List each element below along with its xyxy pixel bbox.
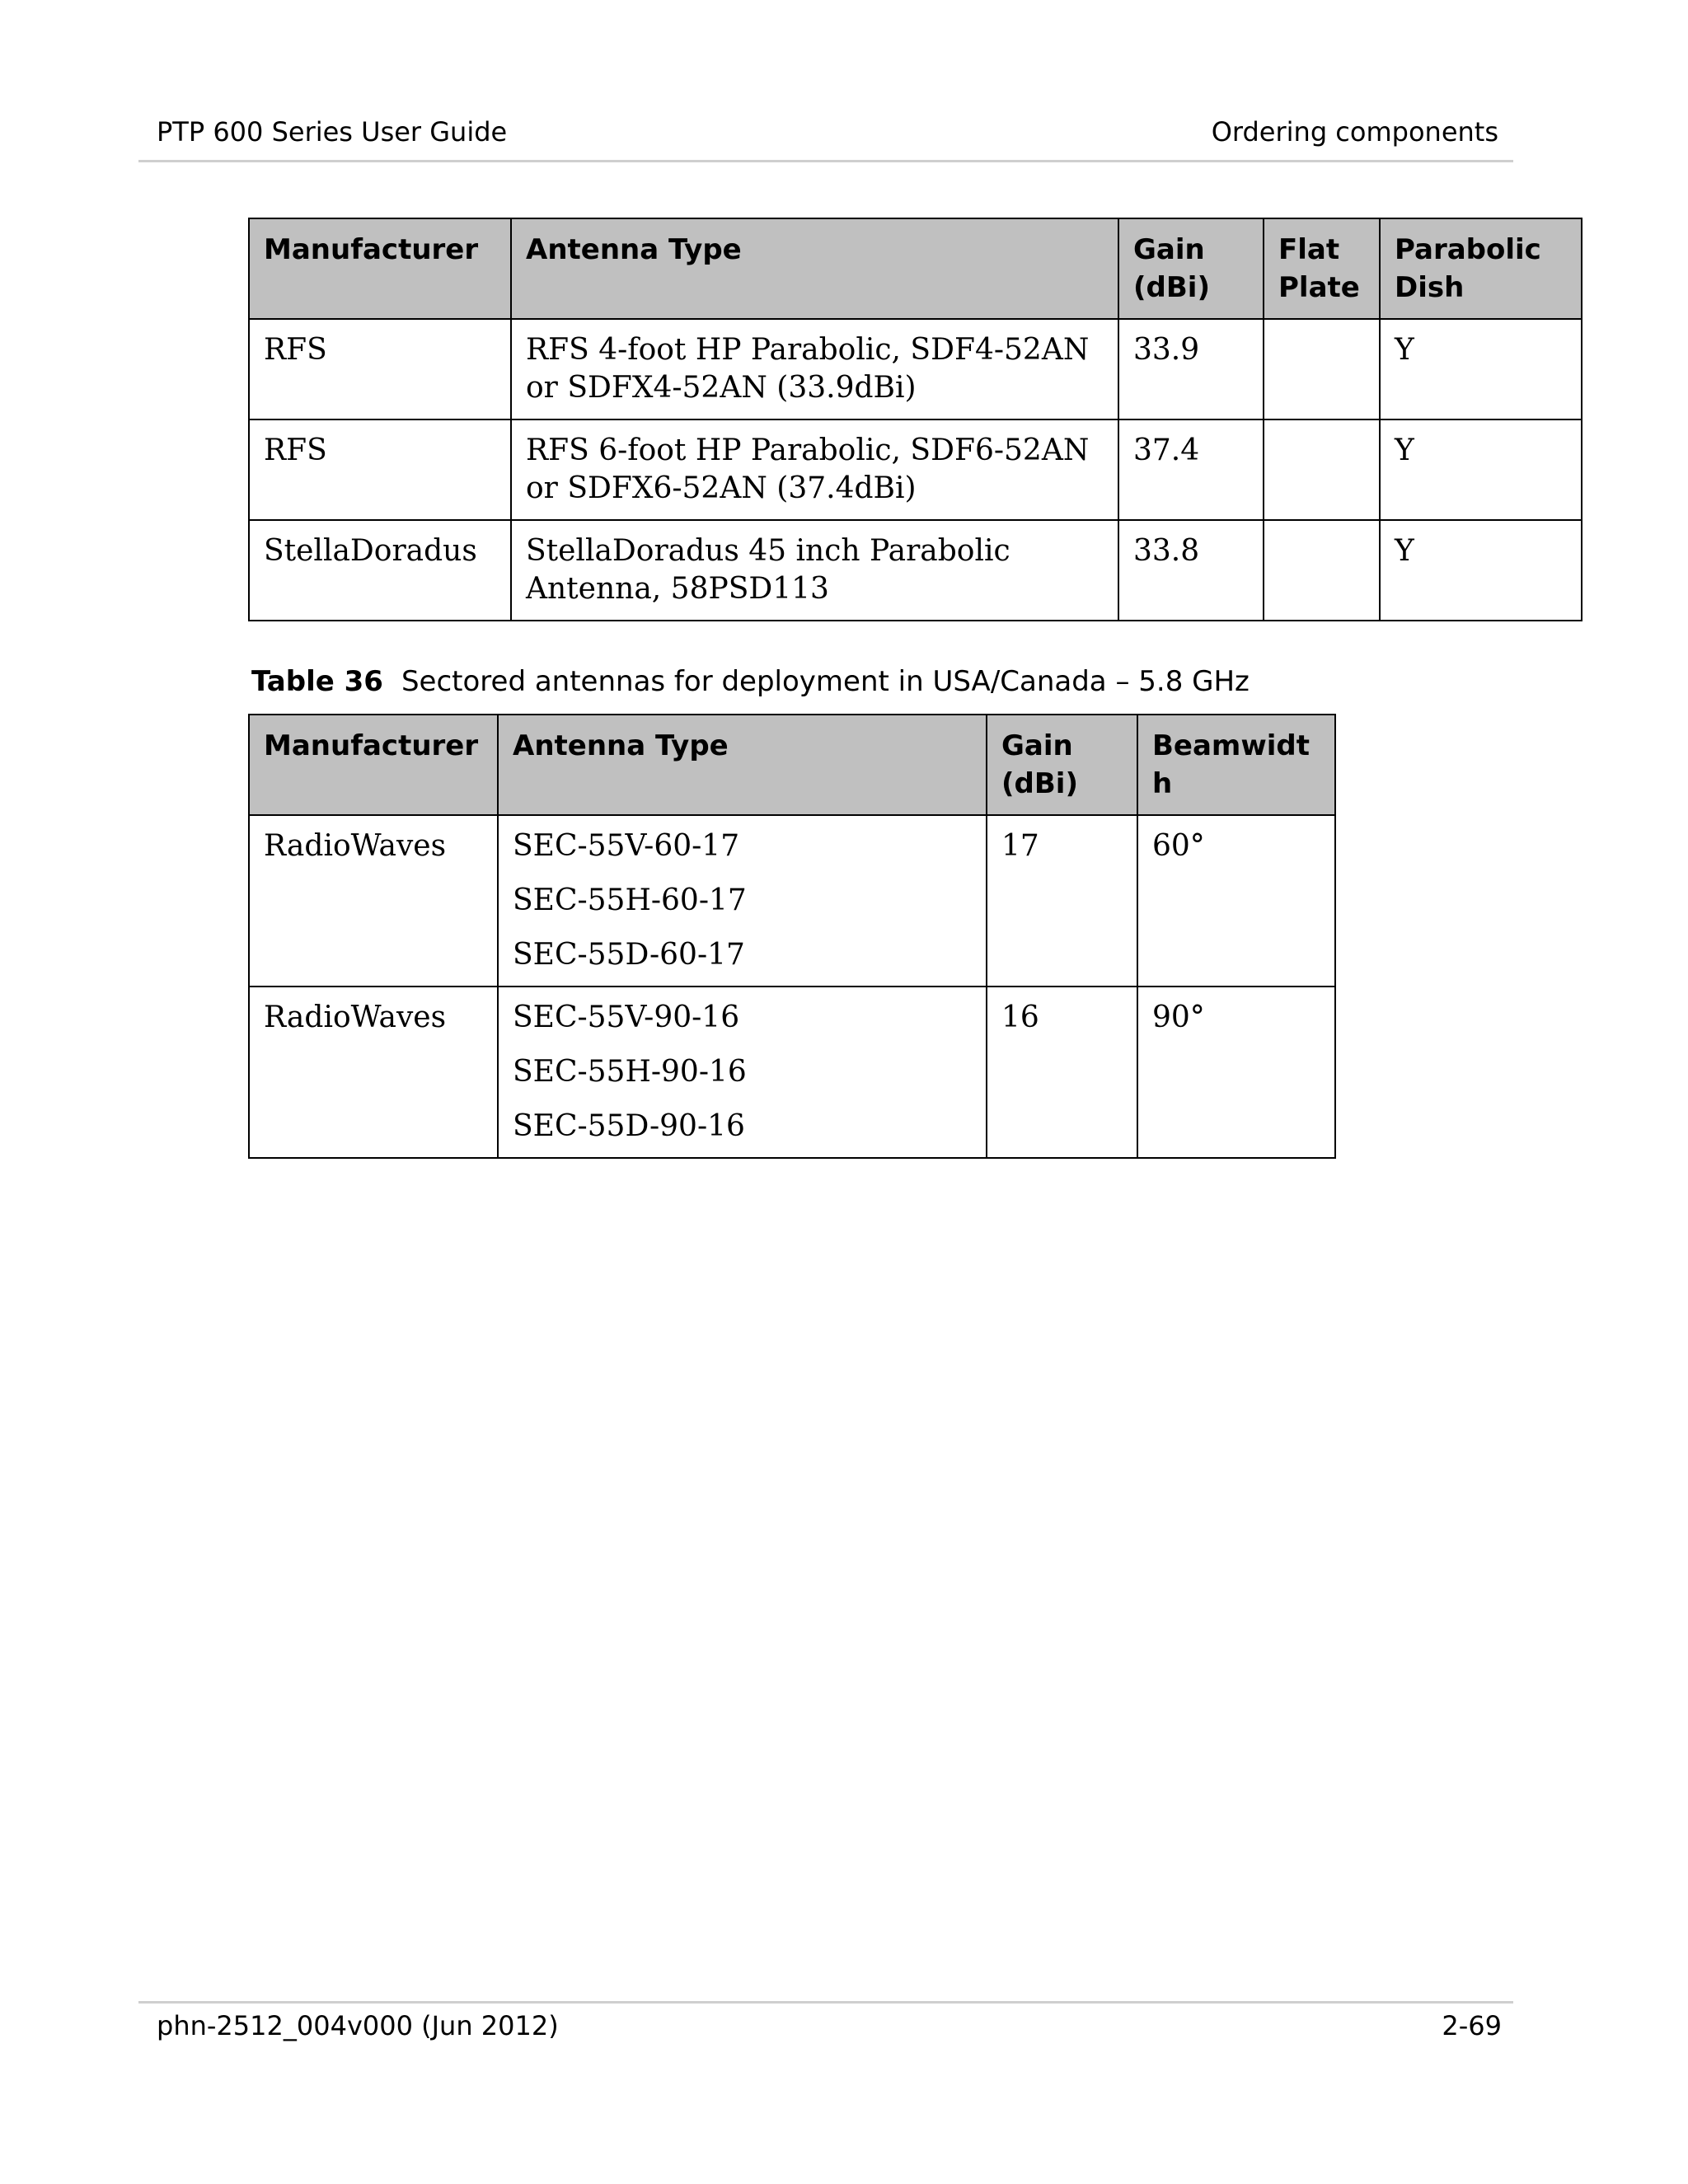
antenna-model: SEC-55H-60-17 (513, 883, 747, 917)
cell-gain: 33.8 (1118, 520, 1264, 621)
cell-gain: 37.4 (1118, 419, 1264, 520)
table-row (249, 815, 1335, 987)
cell-antenna-types (498, 987, 987, 1158)
cell-antenna-type: StellaDoradus 45 inch Parabolic Antenna, 58PSD113 (511, 520, 1118, 621)
cell-flat-plate (1264, 520, 1380, 621)
table-row (249, 520, 1582, 621)
cell-manufacturer: StellaDoradus (249, 520, 511, 621)
table-row (249, 419, 1582, 520)
antenna-table-parabolic (248, 218, 1582, 621)
cell-manufacturer: RFS (249, 319, 511, 419)
footer-rule (138, 2001, 1513, 2004)
table-row (249, 319, 1582, 419)
column-header-flat-plate: Flat Plate (1264, 218, 1380, 319)
column-header-manufacturer: Manufacturer (249, 218, 511, 319)
antenna-model: SEC-55H-90-16 (513, 1055, 747, 1089)
antenna-model: SEC-55D-90-16 (513, 1109, 745, 1143)
cell-manufacturer: RFS (249, 419, 511, 520)
cell-flat-plate (1264, 319, 1380, 419)
column-header-manufacturer: Manufacturer (249, 715, 498, 815)
antenna-model: SEC-55V-90-16 (513, 1001, 740, 1034)
column-header-parabolic-dish: Parabolic Dish (1380, 218, 1582, 319)
header-rule (138, 160, 1513, 162)
table-header-row (249, 715, 1335, 815)
table-caption-text: Sectored antennas for deployment in USA/Canada – 5.8 GHz (401, 665, 1250, 698)
cell-gain: 33.9 (1118, 319, 1264, 419)
cell-parabolic-dish: Y (1380, 419, 1582, 520)
cell-antenna-type: RFS 4-foot HP Parabolic, SDF4-52AN or SDFX4-52AN (33.9dBi) (511, 319, 1118, 419)
running-header-section: Ordering components (1211, 116, 1498, 148)
table-header-row (249, 218, 1582, 319)
table-row (249, 987, 1335, 1158)
column-header-antenna-type: Antenna Type (498, 715, 987, 815)
cell-antenna-type: RFS 6-foot HP Parabolic, SDF6-52AN or SDFX6-52AN (37.4dBi) (511, 419, 1118, 520)
cell-beamwidth: 60° (1137, 815, 1335, 987)
cell-manufacturer: RadioWaves (249, 815, 498, 987)
table-caption-number: Table 36 (251, 665, 383, 698)
cell-parabolic-dish: Y (1380, 319, 1582, 419)
antenna-table-sectored (248, 714, 1336, 1159)
cell-parabolic-dish: Y (1380, 520, 1582, 621)
table-caption (251, 663, 1250, 701)
column-header-antenna-type: Antenna Type (511, 218, 1118, 319)
column-header-gain: Gain (dBi) (987, 715, 1137, 815)
antenna-model: SEC-55D-60-17 (513, 938, 745, 972)
cell-manufacturer: RadioWaves (249, 987, 498, 1158)
cell-beamwidth: 90° (1137, 987, 1335, 1158)
column-header-gain: Gain (dBi) (1118, 218, 1264, 319)
cell-antenna-types (498, 815, 987, 987)
page-number: 2-69 (1442, 2010, 1502, 2041)
cell-gain: 16 (987, 987, 1137, 1158)
cell-flat-plate (1264, 419, 1380, 520)
document-id: phn-2512_004v000 (Jun 2012) (157, 2010, 559, 2041)
cell-gain: 17 (987, 815, 1137, 987)
running-header-title: PTP 600 Series User Guide (157, 116, 508, 148)
antenna-model: SEC-55V-60-17 (513, 829, 740, 863)
column-header-beamwidth: Beamwidt h (1137, 715, 1335, 815)
